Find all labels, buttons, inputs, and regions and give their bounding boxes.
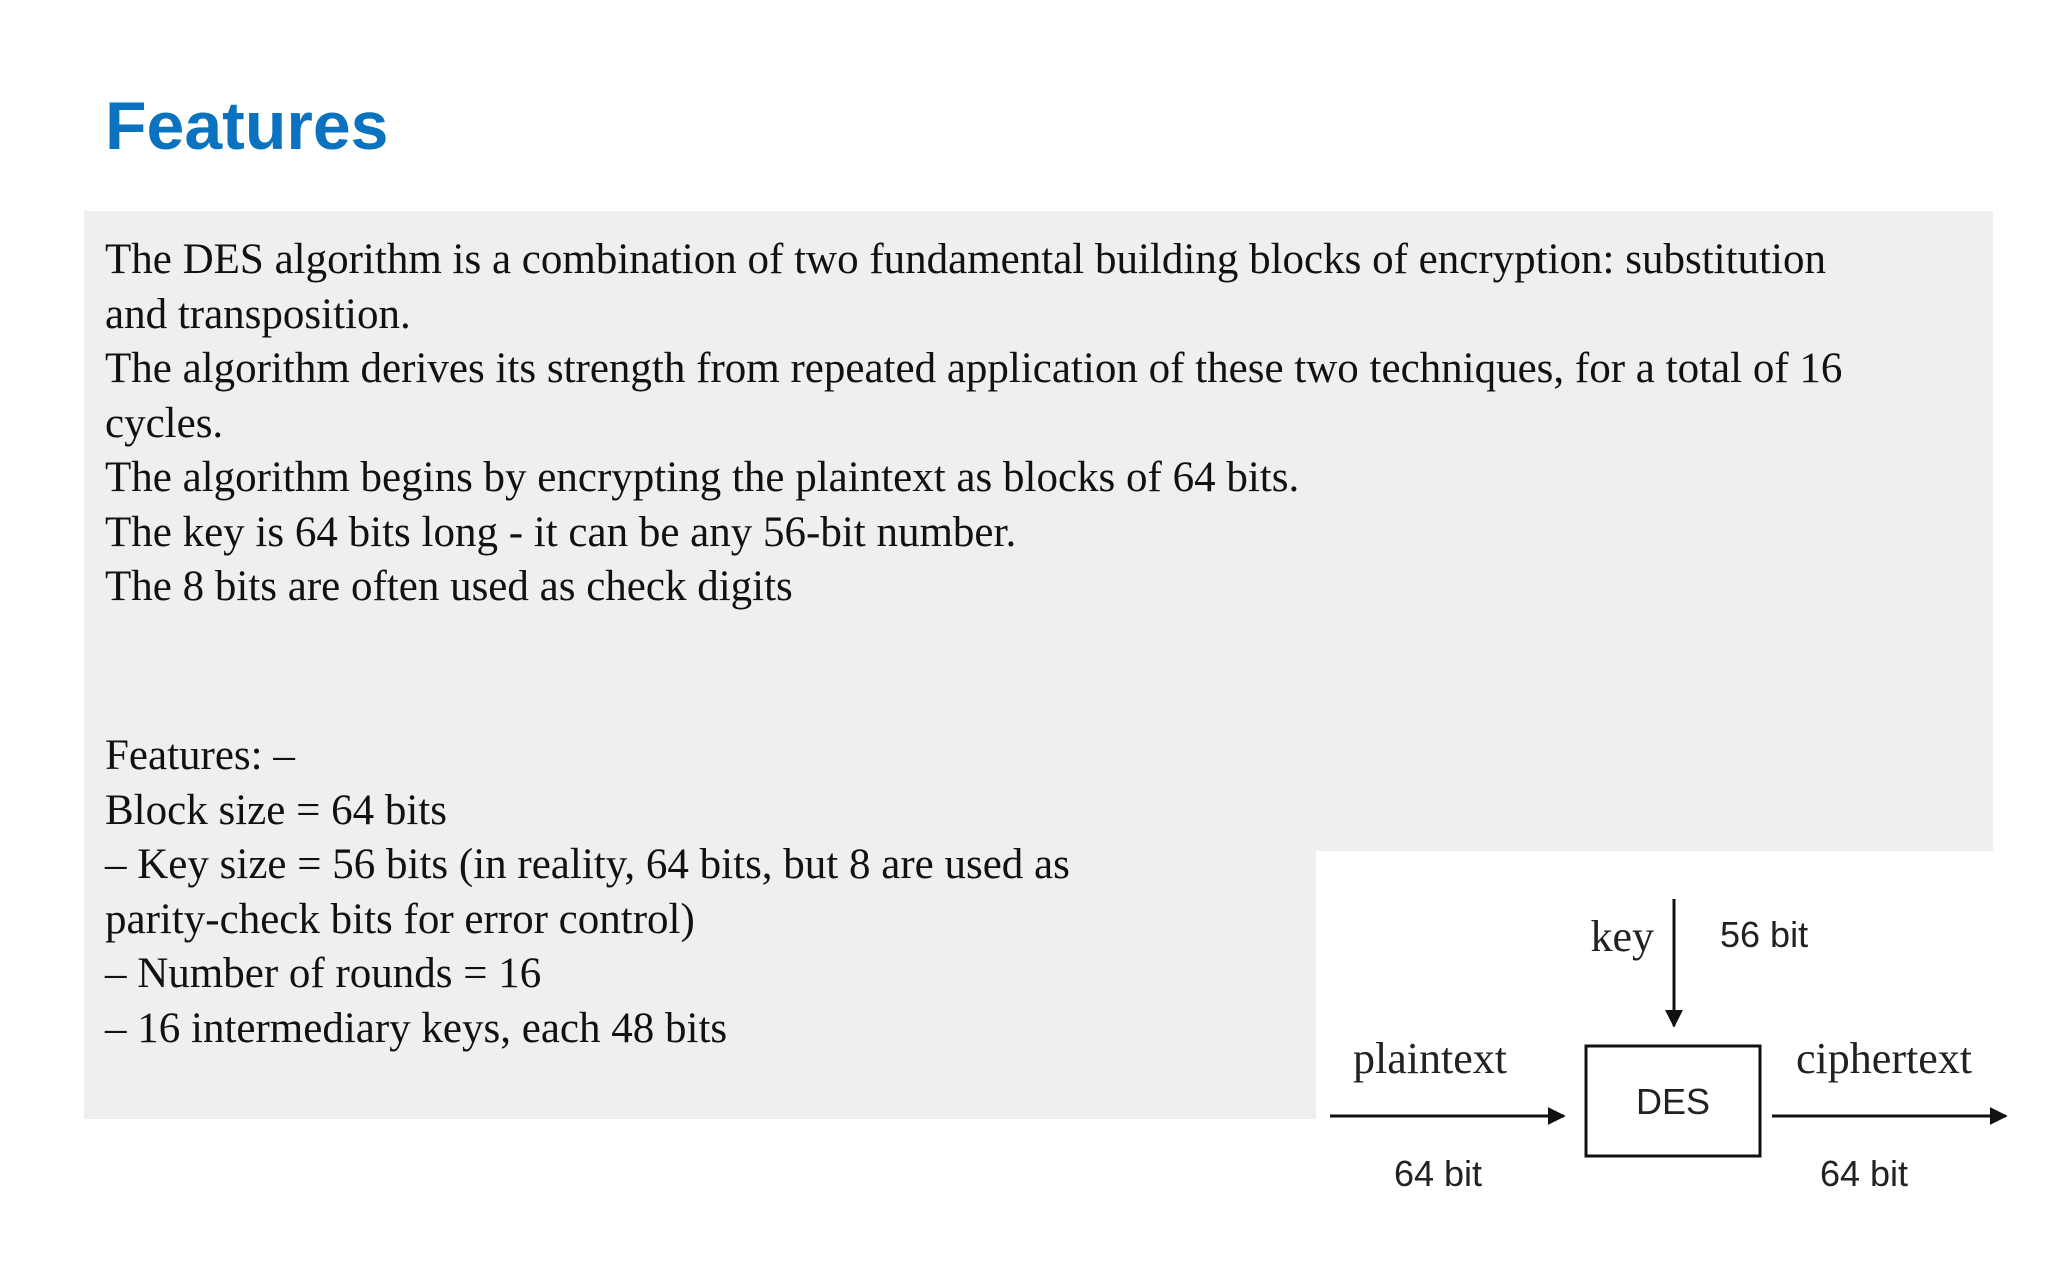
paragraph-line: The algorithm begins by encrypting the plaintext as blocks of 64 bits. — [105, 454, 1300, 501]
paragraph-line: The key is 64 bits long - it can be any 56-bit number. — [105, 508, 1017, 556]
features-line: – 16 intermediary keys, each 48 bits — [105, 1004, 728, 1052]
plaintext-label: plaintext — [1353, 1034, 1507, 1083]
features-line: Block size = 64 bits — [105, 786, 447, 834]
description-paragraph — [105, 233, 1985, 615]
paragraph-line: and transposition. — [105, 290, 411, 338]
features-line: parity-check bits for error control) — [105, 895, 695, 943]
ciphertext-bits-label: 64 bit — [1819, 1153, 1909, 1194]
features-line: – Key size = 56 bits (in reality, 64 bits, but 8 are used as — [105, 841, 1070, 888]
des-box-label: DES — [1635, 1081, 1711, 1122]
des-block-diagram — [1316, 851, 2018, 1271]
plaintext-bits-label: 64 bit — [1393, 1153, 1483, 1194]
paragraph-line: The DES algorithm is a combination of two fundamental building blocks of encryption: substitution — [105, 236, 1826, 283]
features-list — [105, 729, 1070, 1056]
paragraph-line: cycles. — [105, 399, 224, 447]
paragraph-line: The 8 bits are often used as check digits — [105, 563, 793, 610]
content-panel — [84, 211, 1993, 1194]
paragraph-line: The algorithm derives its strength from repeated application of these two techniques, for a total of 16 — [105, 345, 1843, 392]
slide-title: Features — [105, 88, 389, 164]
key-bits-label: 56 bit — [1720, 914, 1809, 955]
key-label: key — [1590, 912, 1654, 961]
ciphertext-label: ciphertext — [1796, 1034, 1972, 1083]
features-line: – Number of rounds = 16 — [105, 950, 542, 997]
features-line: Features: – — [105, 732, 295, 779]
